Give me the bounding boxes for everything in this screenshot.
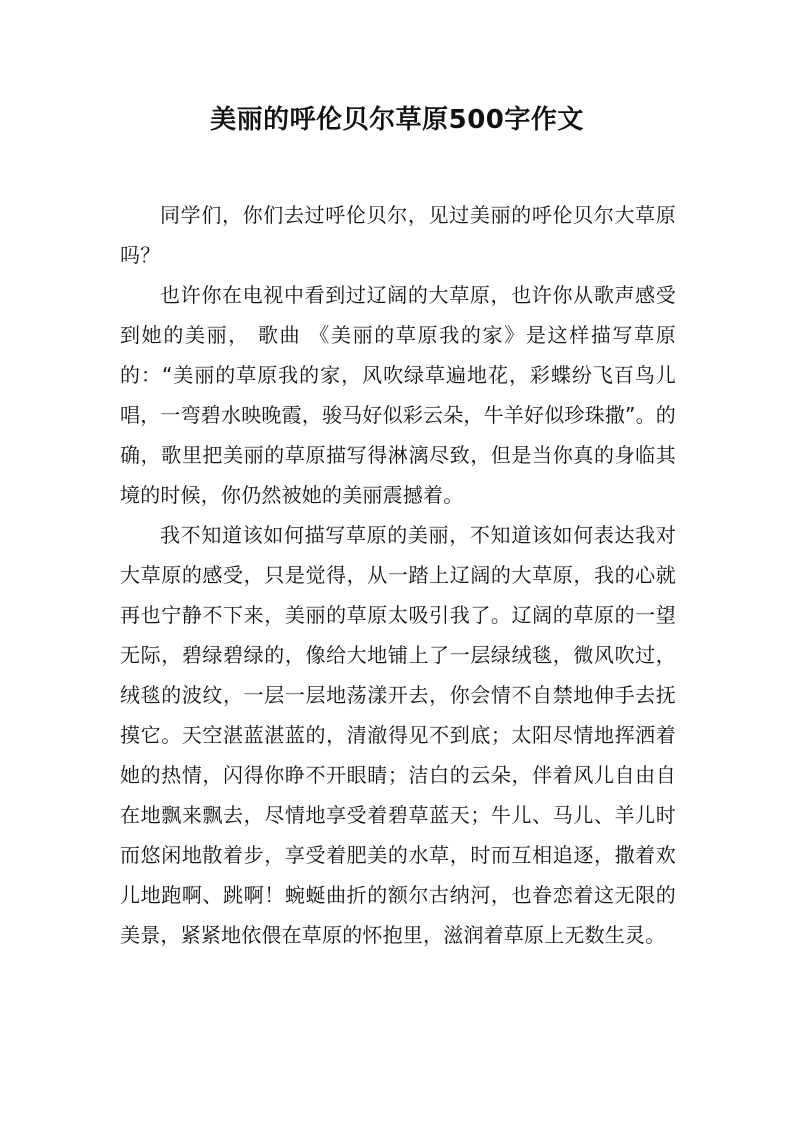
paragraph-3: 我不知道该如何描写草原的美丽，不知道该如何表达我对大草原的感受，只是觉得，从一踏上辽阔的大草原，我的心就再也宁静不下来，美丽的草原太吸引我了。辽阔的草原的一望无际，碧绿碧绿的，像给大地铺上了一层绿绒毯，微风吹过，绒毯的波纹，一层一层地荡漾开去，你会情不自禁地伸手去抚摸它。天空湛蓝湛蓝的，清澈得见不到底；太阳尽情地挥洒着她的热情，闪得你睁不开眼睛；洁白的云朵，伴着风儿自由自在地飘来飘去，尽情地享受着碧草蓝天；牛儿、马儿、羊儿时而悠闲地散着步，享受着肥美的水草，时而互相追逐，撒着欢儿地跑啊、跳啊！蜿蜒曲折的额尔古纳河，也眷恋着这无限的美景，紧紧地依偎在草原的怀抱里，滋润着草原上无数生灵。 bbox=[120, 523, 676, 947]
document-title: 美丽的呼伦贝尔草原500字作文 bbox=[210, 105, 584, 135]
paragraph-2: 也许你在电视中看到过辽阔的大草原，也许你从歌声感受到她的美丽， 歌曲 《美丽的草原我的家》是这样描写草原的：“美丽的草原我的家，风吹绿草遍地花，彩蝶纷飞百鸟儿唱，一弯碧水映晚霞，骏马好似彩云朵，牛羊好似珍珠撒”。的确，歌里把美丽的草原描写得淋漓尽致，但是当你真的身临其境的时候，你仍然被她的美丽震撼着。 bbox=[120, 283, 676, 507]
paragraph-1: 同学们，你们去过呼伦贝尔，见过美丽的呼伦贝尔大草原吗？ bbox=[120, 203, 676, 267]
document-body bbox=[120, 195, 676, 955]
